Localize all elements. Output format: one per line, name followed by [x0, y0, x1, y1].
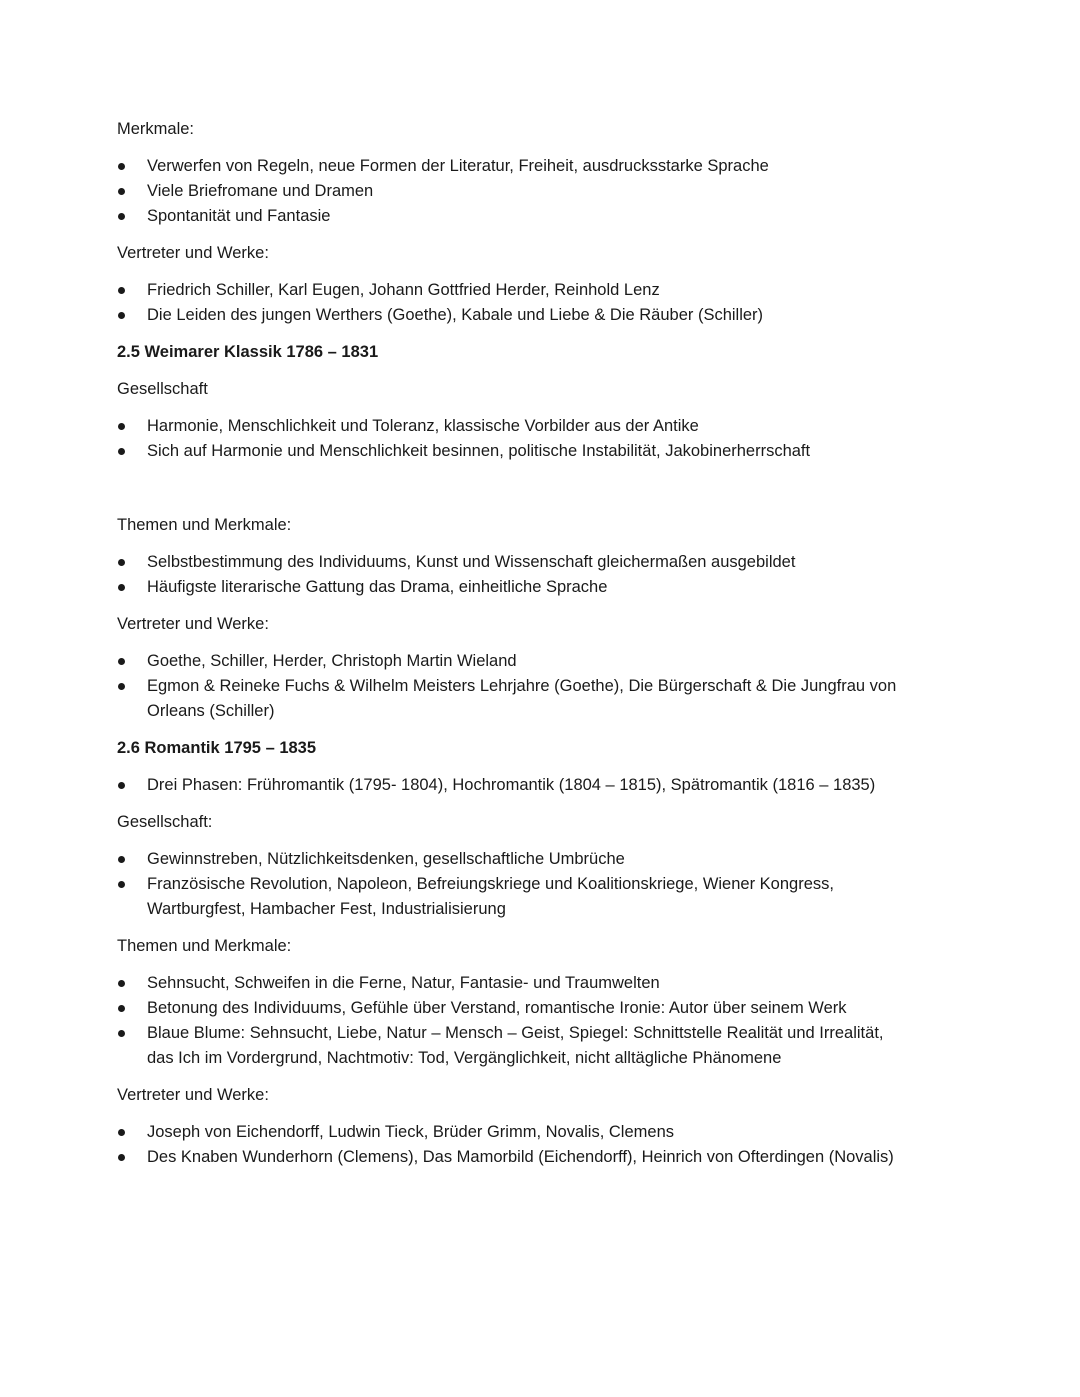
- romantik-gesellschaft-list: [117, 847, 897, 922]
- klassik-vertreter-list: [117, 649, 897, 724]
- list-item: Sehnsucht, Schweifen in die Ferne, Natur, Fantasie- und Traumwelten: [117, 971, 897, 996]
- romantik-themen-list: [117, 971, 897, 1071]
- romantik-themen-label: Themen und Merkmale:: [117, 937, 292, 955]
- list-item: Die Leiden des jungen Werthers (Goethe), Kabale und Liebe & Die Räuber (Schiller): [117, 303, 897, 328]
- list-item: Des Knaben Wunderhorn (Clemens), Das Mamorbild (Eichendorff), Heinrich von Ofterdingen (Novalis): [117, 1145, 897, 1170]
- romantik-phasen-list: [117, 773, 897, 798]
- romantik-vertreter-label: Vertreter und Werke:: [117, 1086, 269, 1104]
- spacer: [117, 476, 897, 513]
- merkmale-label: Merkmale:: [117, 120, 195, 138]
- klassik-themen-label: Themen und Merkmale:: [117, 516, 292, 534]
- list-item: Selbstbestimmung des Individuums, Kunst und Wissenschaft gleichermaßen ausgebildet: [117, 550, 897, 575]
- list-item: Harmonie, Menschlichkeit und Toleranz, klassische Vorbilder aus der Antike: [117, 414, 897, 439]
- section-heading-klassik: 2.5 Weimarer Klassik 1786 – 1831: [117, 343, 379, 361]
- list-item: Goethe, Schiller, Herder, Christoph Martin Wieland: [117, 649, 897, 674]
- klassik-gesellschaft-label: Gesellschaft: [117, 380, 208, 398]
- klassik-gesellschaft-list: [117, 414, 897, 464]
- list-item: Drei Phasen: Frühromantik (1795- 1804), Hochromantik (1804 – 1815), Spätromantik (1816 – 1835): [117, 773, 897, 798]
- klassik-themen-list: [117, 550, 897, 600]
- klassik-vertreter-label: Vertreter und Werke:: [117, 615, 269, 633]
- list-item: Blaue Blume: Sehnsucht, Liebe, Natur – Mensch – Geist, Spiegel: Schnittstelle Realität und Irrealität, das Ich im Vordergrund, Nachtmotiv: Tod, Vergänglichkeit, nicht alltägliche Phänomene: [117, 1021, 897, 1071]
- list-item: Egmon & Reineke Fuchs & Wilhelm Meisters Lehrjahre (Goethe), Die Bürgerschaft & Die Jungfrau von Orleans (Schiller): [117, 674, 897, 724]
- list-item: Häufigste literarische Gattung das Drama, einheitliche Sprache: [117, 575, 897, 600]
- merkmale-list: [117, 154, 897, 229]
- list-item: Gewinnstreben, Nützlichkeitsdenken, gesellschaftliche Umbrüche: [117, 847, 897, 872]
- romantik-vertreter-list: [117, 1120, 897, 1170]
- section-heading-romantik: 2.6 Romantik 1795 – 1835: [117, 739, 317, 757]
- list-item: Französische Revolution, Napoleon, Befreiungskriege und Koalitionskriege, Wiener Kongress, Wartburgfest, Hambacher Fest, Industrialisierung: [117, 872, 897, 922]
- list-item: Viele Briefromane und Dramen: [117, 179, 897, 204]
- vertreter-list: [117, 278, 897, 328]
- list-item: Betonung des Individuums, Gefühle über Verstand, romantische Ironie: Autor über seinem Werk: [117, 996, 897, 1021]
- list-item: Sich auf Harmonie und Menschlichkeit besinnen, politische Instabilität, Jakobinerherrschaft: [117, 439, 897, 464]
- list-item: Friedrich Schiller, Karl Eugen, Johann Gottfried Herder, Reinhold Lenz: [117, 278, 897, 303]
- vertreter-label: Vertreter und Werke:: [117, 244, 269, 262]
- romantik-gesellschaft-label: Gesellschaft:: [117, 813, 213, 831]
- list-item: Spontanität und Fantasie: [117, 204, 897, 229]
- list-item: Verwerfen von Regeln, neue Formen der Literatur, Freiheit, ausdrucksstarke Sprache: [117, 154, 897, 179]
- document-page: [117, 117, 897, 1182]
- list-item: Joseph von Eichendorff, Ludwin Tieck, Brüder Grimm, Novalis, Clemens: [117, 1120, 897, 1145]
